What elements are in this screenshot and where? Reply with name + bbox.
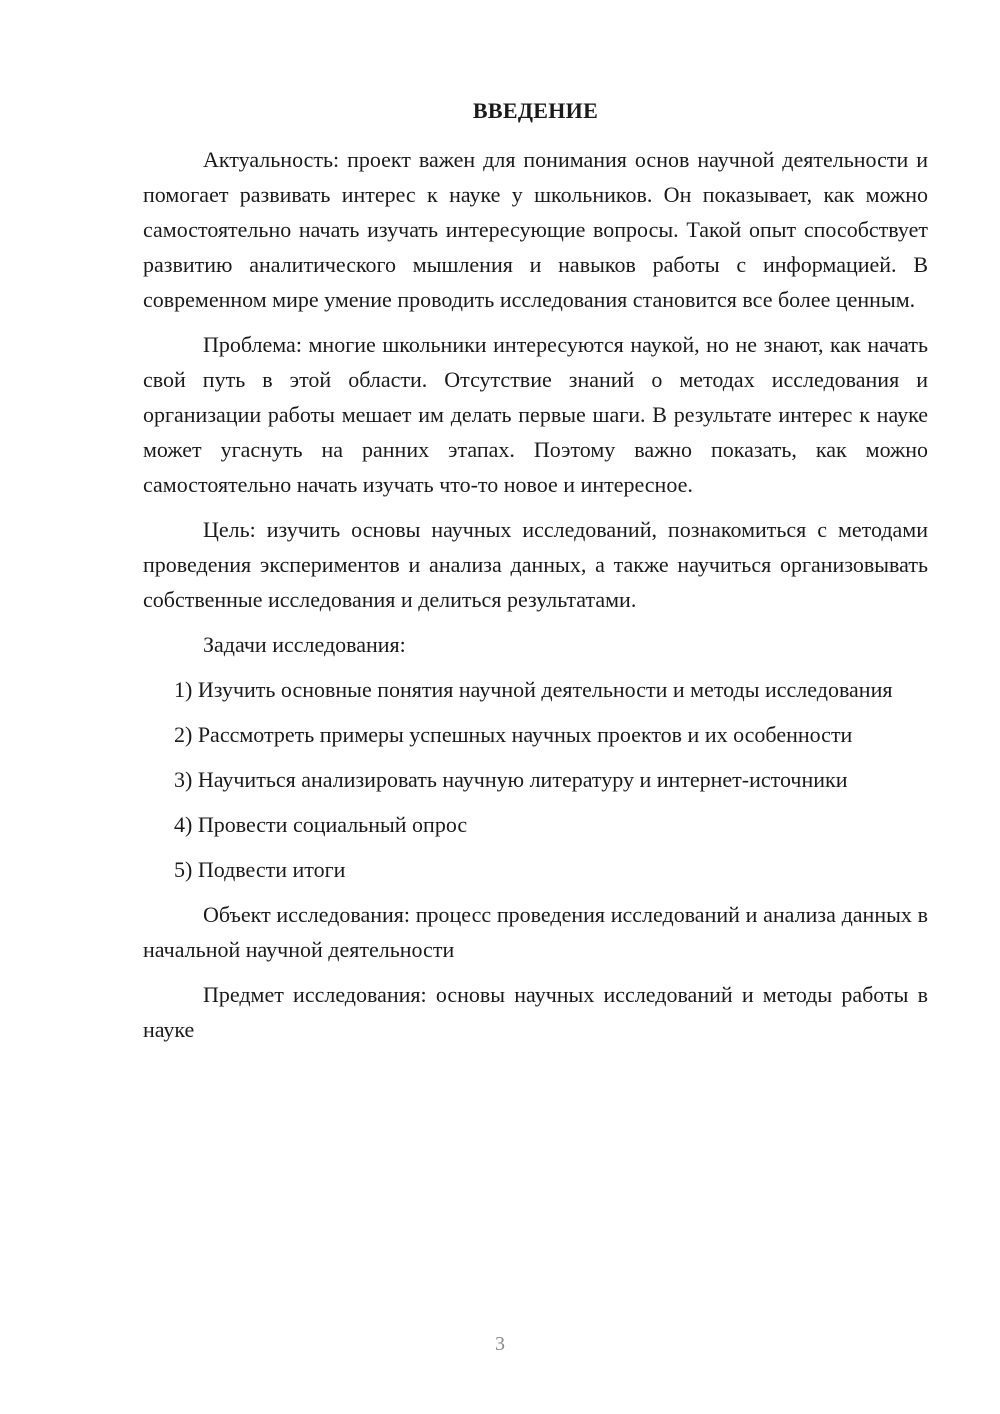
task-item-4: 4) Провести социальный опрос — [174, 812, 468, 837]
section-title: ВВЕДЕНИЕ — [472, 98, 599, 123]
tasks-heading: Задачи исследования: — [203, 632, 406, 657]
page-content — [143, 96, 928, 1057]
task-item-1: 1) Изучить основные понятия научной деятельности и методы исследования — [174, 677, 893, 702]
research-subject-paragraph: Предмет исследования: основы научных исследований и методы работы в науке — [143, 982, 928, 1042]
problem-paragraph: Проблема: многие школьники интересуются наукой, но не знают, как начать свой путь в этой области. Отсутствие знаний о методах исследования и организации работы мешает им делать первые шаги. В результате интерес к науке может угаснуть на ранних этапах. Поэтому важно показать, как можно самостоятельно начать изучать что-то новое и интересное. — [143, 332, 928, 497]
task-item-3: 3) Научиться анализировать научную литературу и интернет-источники — [174, 767, 848, 792]
task-item-5: 5) Подвести итоги — [174, 857, 346, 882]
research-object-paragraph: Объект исследования: процесс проведения исследований и анализа данных в начальной научной деятельности — [143, 902, 928, 962]
task-item-2: 2) Рассмотреть примеры успешных научных проектов и их особенности — [174, 722, 853, 747]
relevance-paragraph: Актуальность: проект важен для понимания основ научной деятельности и помогает развивать интерес к науке у школьников. Он показывает, как можно самостоятельно начать изучать интересующие вопросы. Такой опыт способствует развитию аналитического мышления и навыков работы с информацией. В современном мире умение проводить исследования становится все более ценным. — [143, 147, 928, 312]
page-number: 3 — [495, 1333, 505, 1355]
goal-paragraph: Цель: изучить основы научных исследований, познакомиться с методами проведения экспериментов и анализа данных, а также научиться организовывать собственные исследования и делиться результатами. — [143, 517, 928, 612]
